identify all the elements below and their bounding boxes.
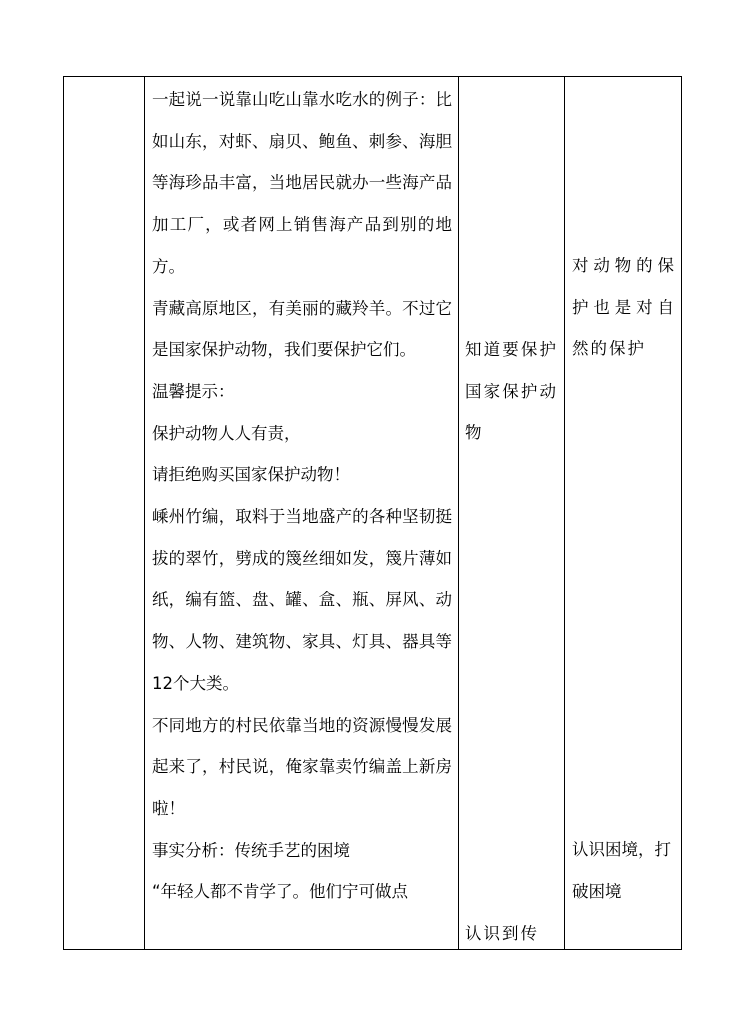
lesson-table [63,76,682,950]
paragraph-reminder-title: 温馨提示： [152,381,235,401]
paragraph-examples: 一起说一说靠山吃山靠水吃水的例子：比如山东，对虾、扇贝、鲍鱼、刺参、海胆等海珍品丰富，当地居民就办一些海产品加工厂，或者网上销售海产品到别的地方。 [152,90,452,276]
note-dilemma: 认识困境，打破困境 [572,840,671,901]
paragraph-fact-analysis: 事实分析：传统手艺的困境 [152,840,350,860]
goal-column [458,77,564,949]
activity-column [144,77,458,949]
paragraph-tibetan-antelope: 青藏高原地区，有美丽的藏羚羊。不过它是国家保护动物，我们要保护它们。 [152,298,452,360]
paragraph-villagers: 不同地方的村民依靠当地的资源慢慢发展起来了，村民说，俺家靠卖竹编盖上新房啦！ [152,715,452,818]
paragraph-quote: “年轻人都不肯学了。他们宁可做点 [152,882,409,902]
goal-recognize: 认识到传 [465,924,539,943]
goal-protect-animals: 知道要保护国家保护动物 [465,340,558,443]
note-column [564,77,682,949]
paragraph-reminder-line2: 请拒绝购买国家保护动物！ [152,465,350,485]
paragraph-bamboo-weaving: 嵊州竹编，取料于当地盛产的各种坚韧挺拔的翠竹，劈成的篾丝细如发，篾片薄如纸，编有篮、盘、罐、盒、瓶、屏风、动物、人物、建筑物、家具、灯具、器具等12个大类。 [152,507,452,693]
note-animal-protection: 对动物的保护也是对自然的保护 [572,256,676,359]
paragraph-reminder-line1: 保护动物人人有责， [152,423,301,443]
